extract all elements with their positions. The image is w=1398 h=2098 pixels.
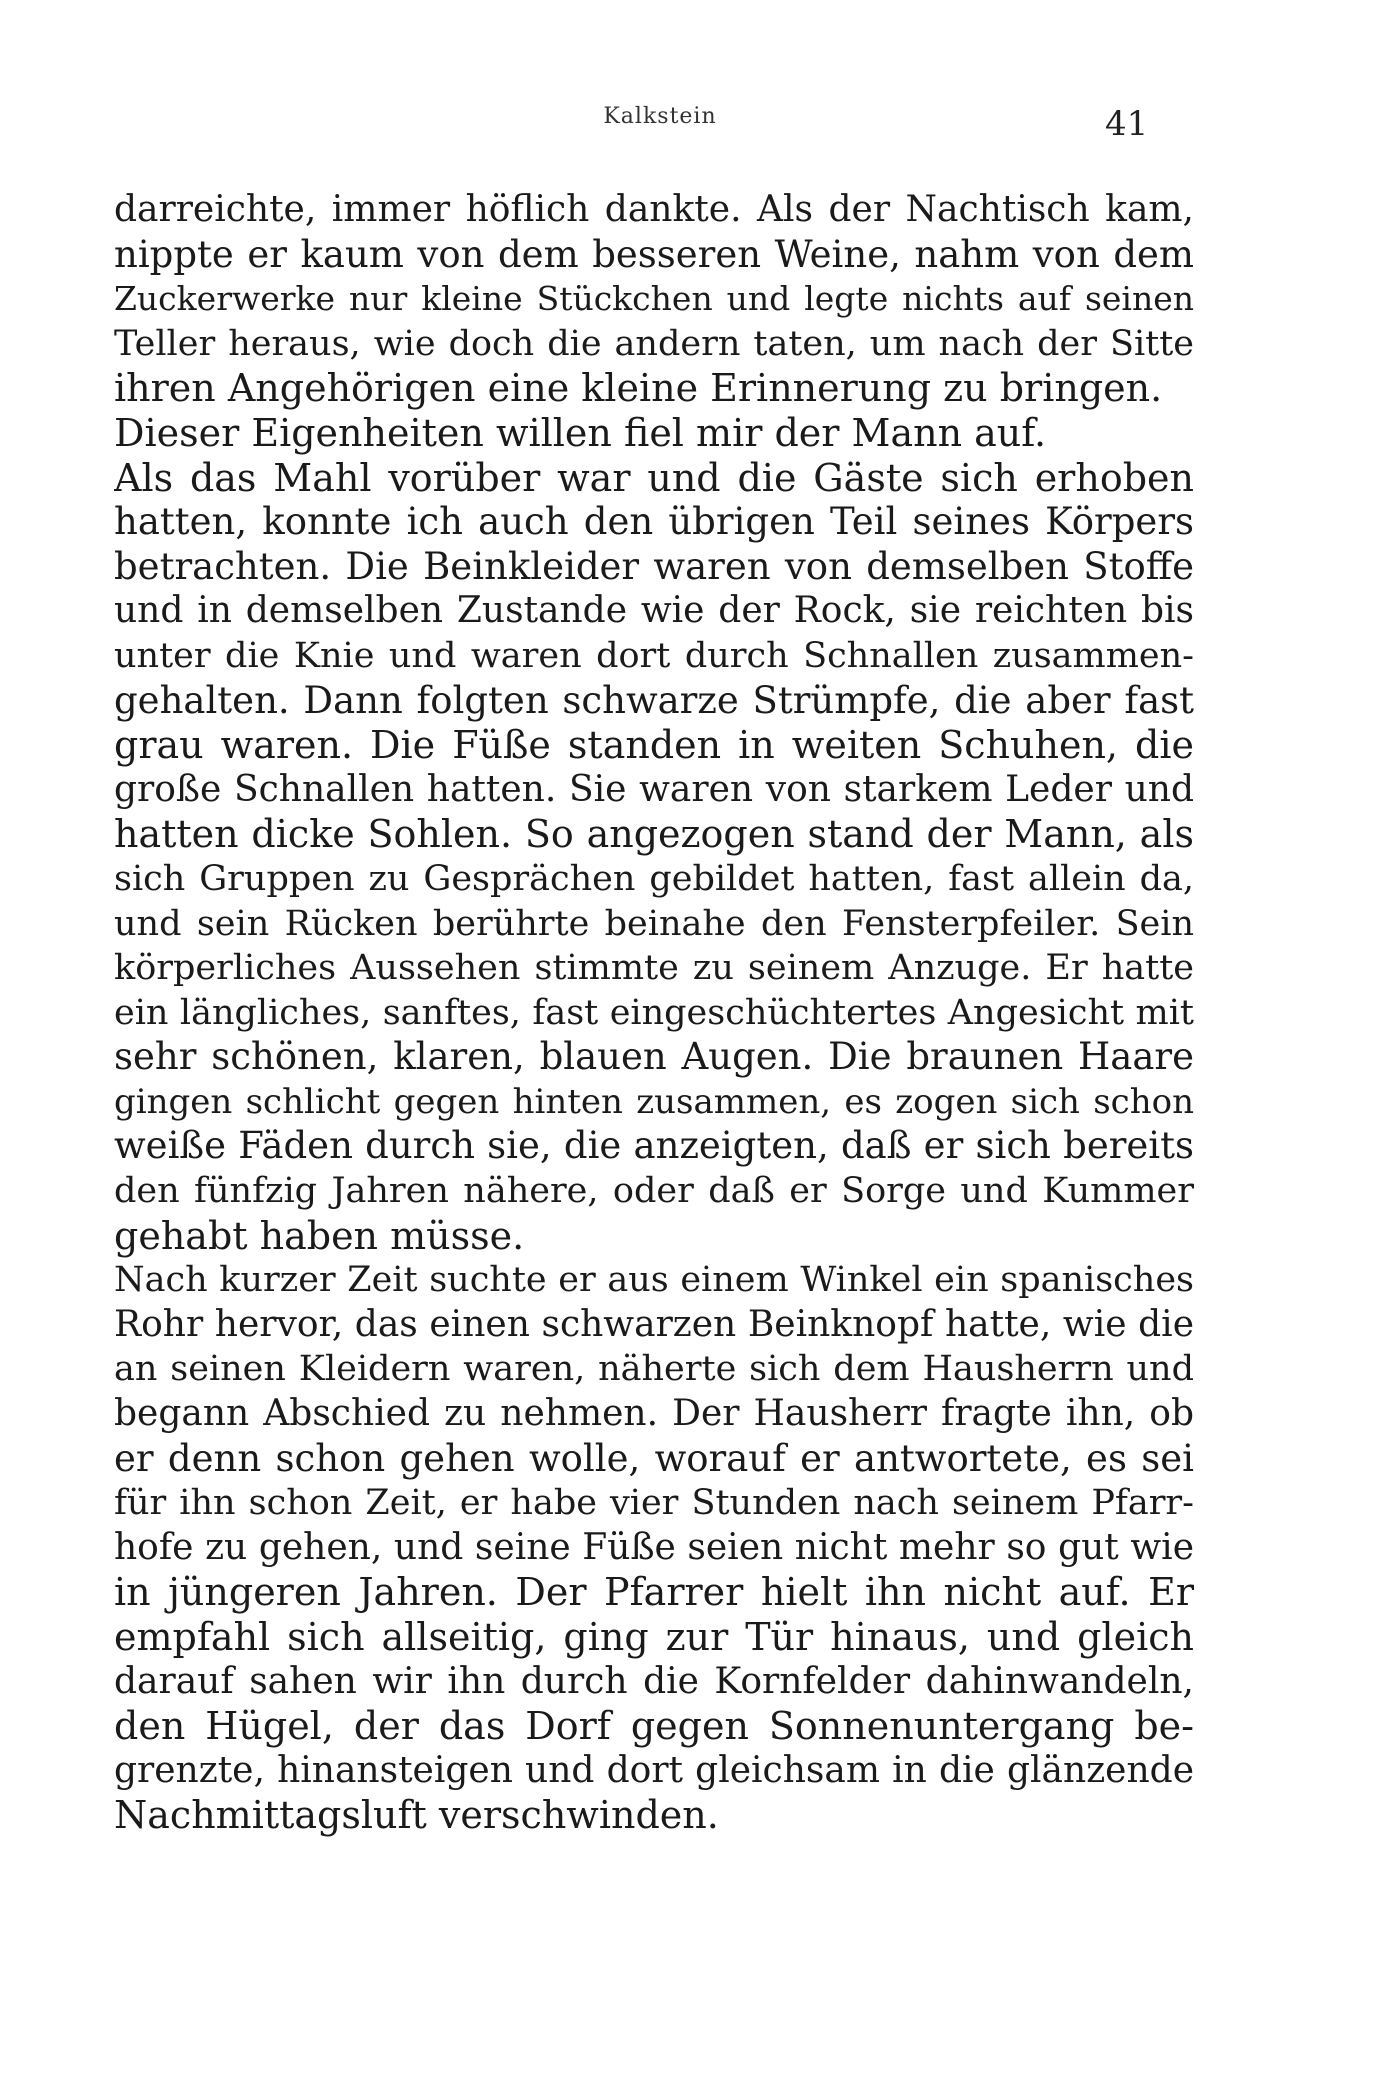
text-line: in jüngeren Jahren. Der Pfarrer hielt ihn nicht auf. Er xyxy=(114,1570,1194,1615)
text-line: betrachten. Die Beinkleider waren von demselben Stoffe xyxy=(114,544,1194,588)
text-line: körperliches Aussehen stimmte zu seinem Anzuge. Er hatte xyxy=(114,948,1194,989)
text-line: für ihn schon Zeit, er habe vier Stunden nach seinem Pfarr- xyxy=(114,1483,1194,1524)
text-line: Zuckerwerke nur kleine Stückchen und legte nichts auf seinen xyxy=(114,279,1194,319)
text-line: weiße Fäden durch sie, die anzeigten, daß er sich bereits xyxy=(114,1124,1194,1168)
text-line: gingen schlicht gegen hinten zusammen, es zogen sich schon xyxy=(114,1081,1194,1122)
running-head: Kalkstein xyxy=(603,104,717,129)
text-line: empfahl sich allseitig, ging zur Tür hinaus, und gleich xyxy=(114,1615,1194,1659)
text-line: nippte er kaum von dem besseren Weine, nahm von dem xyxy=(114,232,1194,276)
text-line: an seinen Kleidern waren, näherte sich dem Hausherrn und xyxy=(114,1349,1194,1390)
text-line: hatten dicke Sohlen. So angezogen stand der Mann, als xyxy=(114,812,1194,857)
text-line: darreichte, immer höflich dankte. Als der Nachtisch kam, xyxy=(114,189,1194,230)
text-line: sich Gruppen zu Gesprächen gebildet hatten, fast allein da, xyxy=(114,858,1194,899)
text-line: sehr schönen, klaren, blauen Augen. Die braunen Haare xyxy=(114,1035,1194,1079)
text-line: den Hügel, der das Dorf gegen Sonnenuntergang be- xyxy=(114,1704,1194,1749)
text-line: Teller heraus, wie doch die andern taten, um nach der Sitte xyxy=(114,323,1194,364)
text-line: gehalten. Dann folgten schwarze Strümpfe, die aber fast xyxy=(114,678,1194,722)
text-line: Als das Mahl vorüber war und die Gäste sich erhoben xyxy=(114,455,1194,500)
text-line: hatten, konnte ich auch den übrigen Teil seines Körpers xyxy=(114,500,1194,544)
text-line: Nach kurzer Zeit suchte er aus einem Winkel ein spanisches xyxy=(114,1260,1194,1301)
text-line: darauf sahen wir ihn durch die Kornfelder dahinwandeln, xyxy=(114,1660,1194,1702)
text-line: er denn schon gehen wolle, worauf er antwortete, es sei xyxy=(114,1436,1194,1480)
text-line: Rohr hervor, das einen schwarzen Beinknopf hatte, wie die xyxy=(114,1303,1194,1345)
text-line: begann Abschied zu nehmen. Der Hausherr fragte ihn, ob xyxy=(114,1393,1194,1435)
text-line: unter die Knie und waren dort durch Schnallen zusammen- xyxy=(114,635,1194,676)
text-line: hofe zu gehen, und seine Füße seien nicht mehr so gut wie xyxy=(114,1526,1194,1568)
text-line: Dieser Eigenheiten willen fiel mir der Mann auf. xyxy=(114,410,1047,455)
text-line: und in demselben Zustande wie der Rock, sie reichten bis xyxy=(114,590,1194,632)
text-line: Nachmittagsluft verschwinden. xyxy=(114,1793,719,1838)
body-text xyxy=(114,188,1194,1838)
text-line: gehabt haben müsse. xyxy=(114,1213,525,1258)
text-line: grau waren. Die Füße standen in weiten Schuhen, die xyxy=(114,723,1194,768)
page-number: 41 xyxy=(1105,104,1149,144)
text-line: ein längliches, sanftes, fast eingeschüchtertes Angesicht mit xyxy=(114,992,1194,1033)
text-line: ihren Angehörigen eine kleine Erinnerung zu bringen. xyxy=(114,366,1163,411)
text-line: grenzte, hinansteigen und dort gleichsam in die glänzende xyxy=(114,1749,1194,1791)
text-line: große Schnallen hatten. Sie waren von starkem Leder und xyxy=(114,768,1194,810)
text-line: und sein Rücken berührte beinahe den Fensterpfeiler. Sein xyxy=(114,903,1194,944)
text-line: den fünfzig Jahren nähere, oder daß er Sorge und Kummer xyxy=(114,1171,1194,1212)
